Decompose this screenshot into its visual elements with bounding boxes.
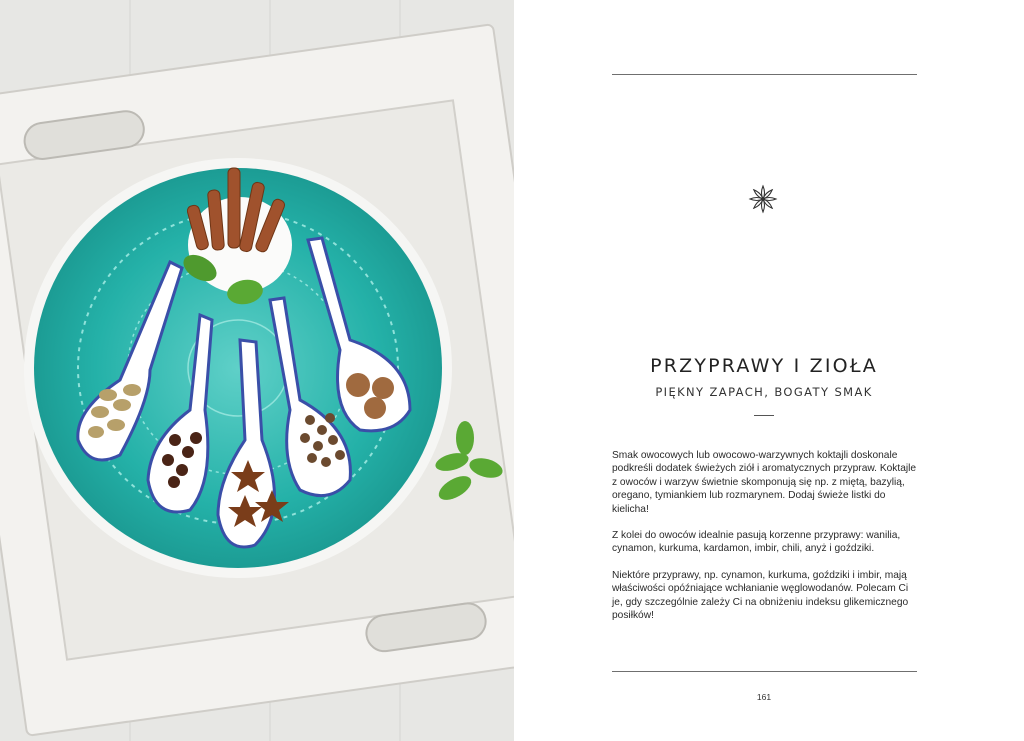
paragraph: Smak owocowych lub owocowo-warzywnych koktajli doskonale podkreśli dodatek świeżych ziół i aromatycznych przypraw. Koktajle z owoców i warzyw świetnie skomponują się np. z miętą, bazylią, oregano, tymiankiem lub rozmarynem. Dodaj świeże listki do kielicha!	[612, 450, 917, 515]
paragraph: Niektóre przyprawy, np. cynamon, kurkuma, goździki i imbir, mają właściwości opóźniające wchłanianie węglowodanów. Polecam Ci je, gdy szczególnie zależy Ci na obniżeniu indeksu glikemicznego posiłków!	[612, 569, 909, 622]
title-divider	[754, 415, 774, 416]
bottom-rule	[612, 671, 917, 672]
paragraph: Z kolei do owoców idealnie pasują korzenne przyprawy: wanilia, cynamon, kurkuma, kardamon, imbir, chili, anyż i goździki.	[612, 530, 901, 555]
text-page	[514, 0, 1024, 741]
top-rule	[612, 74, 917, 75]
page-title: PRZYPRAWY I ZIOŁA	[650, 355, 878, 377]
body-text	[612, 449, 918, 635]
page-subtitle: PIĘKNY ZAPACH, BOGATY SMAK	[655, 385, 873, 399]
page-number: 161	[756, 692, 772, 702]
star-anise-icon	[748, 184, 778, 214]
